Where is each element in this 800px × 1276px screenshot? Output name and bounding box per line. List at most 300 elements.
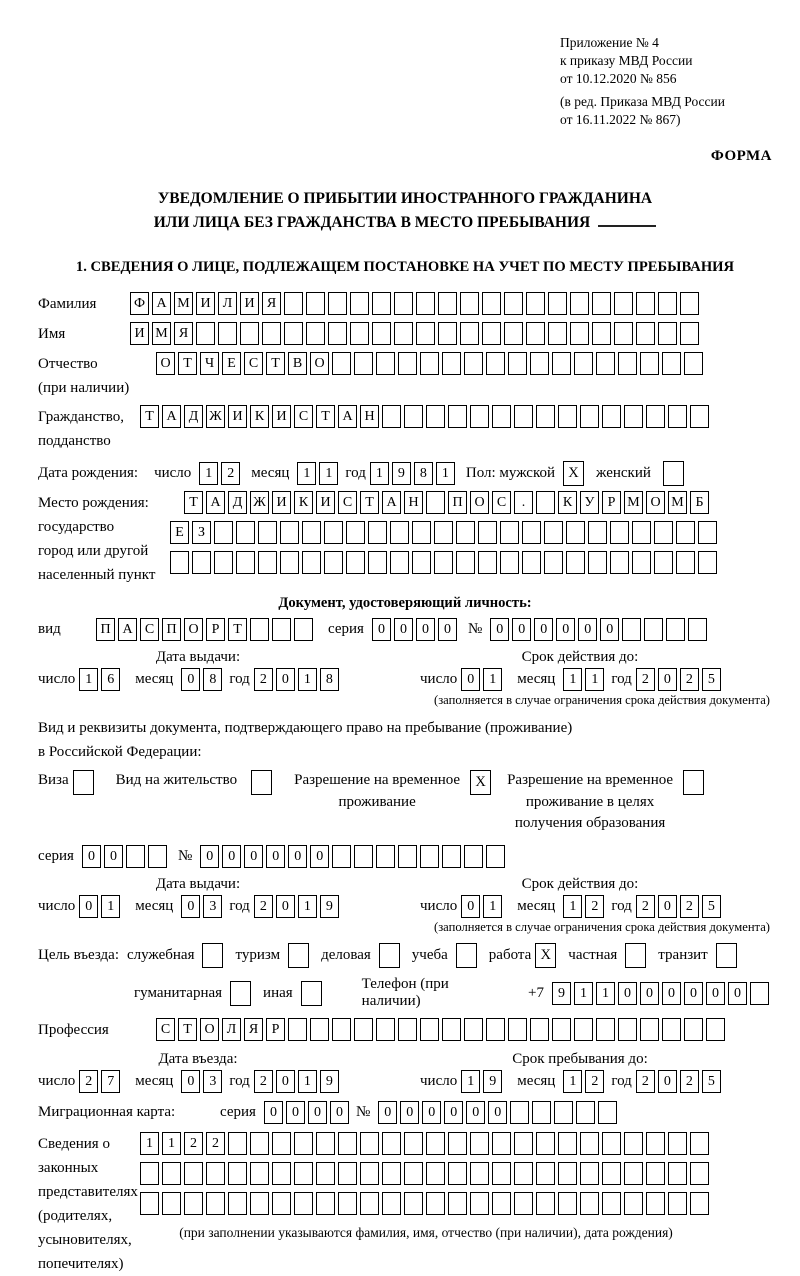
char-box[interactable]: 0	[308, 1101, 327, 1124]
char-box[interactable]	[548, 322, 567, 345]
stay-month-boxes[interactable]	[563, 1070, 607, 1093]
char-box[interactable]: 0	[104, 845, 123, 868]
work-checkbox[interactable]: X	[535, 943, 556, 968]
issue-month-boxes[interactable]	[181, 668, 225, 691]
char-box[interactable]	[486, 1018, 505, 1041]
residence-expiry-month-boxes[interactable]	[563, 895, 607, 918]
char-box[interactable]	[618, 1018, 637, 1041]
char-box[interactable]	[294, 1132, 313, 1155]
char-box[interactable]	[368, 521, 387, 544]
char-box[interactable]	[514, 1162, 533, 1185]
char-box[interactable]: Т	[178, 1018, 197, 1041]
char-box[interactable]	[140, 1192, 159, 1215]
char-box[interactable]	[478, 551, 497, 574]
char-box[interactable]: Т	[266, 352, 285, 375]
humanitarian-checkbox[interactable]	[230, 981, 251, 1006]
char-box[interactable]: 0	[79, 895, 98, 918]
char-box[interactable]	[426, 491, 445, 514]
char-box[interactable]: П	[96, 618, 115, 641]
char-box[interactable]: 0	[310, 845, 329, 868]
char-box[interactable]: Н	[404, 491, 423, 514]
char-box[interactable]: 2	[254, 895, 273, 918]
char-box[interactable]	[258, 521, 277, 544]
char-box[interactable]: 1	[461, 1070, 480, 1093]
doc-kind-boxes[interactable]	[96, 618, 316, 641]
char-box[interactable]	[570, 322, 589, 345]
char-box[interactable]	[668, 1162, 687, 1185]
birth-day-boxes[interactable]	[199, 462, 243, 485]
char-box[interactable]: С	[244, 352, 263, 375]
char-box[interactable]: Т	[140, 405, 159, 428]
migration-series-boxes[interactable]	[264, 1101, 352, 1124]
char-box[interactable]: 1	[483, 668, 502, 691]
char-box[interactable]	[354, 1018, 373, 1041]
char-box[interactable]	[338, 1162, 357, 1185]
char-box[interactable]: 0	[378, 1101, 397, 1124]
char-box[interactable]	[250, 618, 269, 641]
temporary-residence-checkbox[interactable]: X	[470, 770, 491, 795]
char-box[interactable]	[250, 1132, 269, 1155]
char-box[interactable]: Д	[184, 405, 203, 428]
char-box[interactable]	[346, 551, 365, 574]
char-box[interactable]: Л	[218, 292, 237, 315]
char-box[interactable]	[372, 322, 391, 345]
char-box[interactable]	[464, 1018, 483, 1041]
char-box[interactable]	[258, 551, 277, 574]
char-box[interactable]: 5	[702, 668, 721, 691]
char-box[interactable]: А	[338, 405, 357, 428]
char-box[interactable]	[532, 1101, 551, 1124]
char-box[interactable]	[460, 322, 479, 345]
char-box[interactable]	[284, 322, 303, 345]
representatives-row2-boxes[interactable]	[140, 1162, 712, 1185]
char-box[interactable]	[750, 982, 769, 1005]
char-box[interactable]	[624, 1192, 643, 1215]
char-box[interactable]: 3	[203, 895, 222, 918]
stay-day-boxes[interactable]	[461, 1070, 505, 1093]
char-box[interactable]: 0	[181, 895, 200, 918]
char-box[interactable]	[206, 1192, 225, 1215]
residence-issue-day-boxes[interactable]	[79, 895, 123, 918]
char-box[interactable]: 9	[552, 982, 571, 1005]
char-box[interactable]: 0	[658, 895, 677, 918]
birthplace-row3-boxes[interactable]	[170, 551, 720, 574]
char-box[interactable]: А	[382, 491, 401, 514]
entry-month-boxes[interactable]	[181, 1070, 225, 1093]
char-box[interactable]: Ж	[206, 405, 225, 428]
char-box[interactable]	[636, 292, 655, 315]
char-box[interactable]	[580, 405, 599, 428]
char-box[interactable]	[426, 405, 445, 428]
char-box[interactable]	[382, 1192, 401, 1215]
char-box[interactable]	[332, 352, 351, 375]
char-box[interactable]: 9	[320, 895, 339, 918]
char-box[interactable]	[558, 405, 577, 428]
char-box[interactable]	[530, 352, 549, 375]
char-box[interactable]: Я	[262, 292, 281, 315]
char-box[interactable]: 0	[266, 845, 285, 868]
char-box[interactable]: 0	[276, 895, 295, 918]
char-box[interactable]: В	[288, 352, 307, 375]
char-box[interactable]: 2	[636, 895, 655, 918]
char-box[interactable]	[536, 1192, 555, 1215]
char-box[interactable]: 8	[203, 668, 222, 691]
char-box[interactable]	[464, 845, 483, 868]
char-box[interactable]	[272, 618, 291, 641]
char-box[interactable]: 9	[392, 462, 411, 485]
char-box[interactable]	[434, 551, 453, 574]
char-box[interactable]	[684, 1018, 703, 1041]
char-box[interactable]	[302, 521, 321, 544]
char-box[interactable]	[306, 322, 325, 345]
char-box[interactable]	[566, 551, 585, 574]
char-box[interactable]: 1	[298, 668, 317, 691]
char-box[interactable]: 0	[658, 668, 677, 691]
char-box[interactable]: 0	[288, 845, 307, 868]
issue-year-boxes[interactable]	[254, 668, 342, 691]
char-box[interactable]	[624, 405, 643, 428]
char-box[interactable]: К	[558, 491, 577, 514]
char-box[interactable]	[394, 292, 413, 315]
char-box[interactable]	[404, 1162, 423, 1185]
char-box[interactable]	[596, 352, 615, 375]
char-box[interactable]	[610, 521, 629, 544]
char-box[interactable]: 0	[264, 1101, 283, 1124]
char-box[interactable]: 0	[244, 845, 263, 868]
char-box[interactable]: Д	[228, 491, 247, 514]
char-box[interactable]	[602, 1192, 621, 1215]
char-box[interactable]: 0	[461, 895, 480, 918]
char-box[interactable]	[552, 1018, 571, 1041]
char-box[interactable]	[576, 1101, 595, 1124]
char-box[interactable]	[526, 322, 545, 345]
char-box[interactable]: И	[316, 491, 335, 514]
char-box[interactable]: А	[206, 491, 225, 514]
char-box[interactable]	[382, 405, 401, 428]
char-box[interactable]	[420, 1018, 439, 1041]
char-box[interactable]: О	[200, 1018, 219, 1041]
char-box[interactable]	[438, 292, 457, 315]
expiry-month-boxes[interactable]	[563, 668, 607, 691]
char-box[interactable]: 0	[286, 1101, 305, 1124]
char-box[interactable]	[228, 1192, 247, 1215]
char-box[interactable]: 7	[101, 1070, 120, 1093]
char-box[interactable]	[316, 1162, 335, 1185]
char-box[interactable]	[294, 618, 313, 641]
char-box[interactable]	[610, 551, 629, 574]
char-box[interactable]	[602, 1132, 621, 1155]
char-box[interactable]	[690, 405, 709, 428]
char-box[interactable]	[500, 521, 519, 544]
char-box[interactable]: 1	[101, 895, 120, 918]
char-box[interactable]	[464, 352, 483, 375]
private-checkbox[interactable]	[625, 943, 646, 968]
char-box[interactable]	[376, 845, 395, 868]
char-box[interactable]	[332, 845, 351, 868]
char-box[interactable]: 0	[578, 618, 597, 641]
char-box[interactable]: М	[174, 292, 193, 315]
char-box[interactable]	[236, 521, 255, 544]
expiry-year-boxes[interactable]	[636, 668, 724, 691]
char-box[interactable]	[262, 322, 281, 345]
char-box[interactable]: 0	[490, 618, 509, 641]
char-box[interactable]: 0	[600, 618, 619, 641]
char-box[interactable]	[536, 491, 555, 514]
char-box[interactable]: 0	[488, 1101, 507, 1124]
char-box[interactable]	[544, 521, 563, 544]
char-box[interactable]	[558, 1132, 577, 1155]
char-box[interactable]: 1	[162, 1132, 181, 1155]
char-box[interactable]: 2	[585, 1070, 604, 1093]
char-box[interactable]	[646, 1132, 665, 1155]
char-box[interactable]: 0	[416, 618, 435, 641]
char-box[interactable]: 2	[254, 1070, 273, 1093]
char-box[interactable]	[492, 1192, 511, 1215]
char-box[interactable]: 0	[728, 982, 747, 1005]
char-box[interactable]	[478, 521, 497, 544]
char-box[interactable]: 0	[276, 668, 295, 691]
char-box[interactable]	[302, 551, 321, 574]
char-box[interactable]: Е	[222, 352, 241, 375]
char-box[interactable]	[294, 1162, 313, 1185]
char-box[interactable]	[332, 1018, 351, 1041]
char-box[interactable]: О	[156, 352, 175, 375]
char-box[interactable]	[196, 322, 215, 345]
char-box[interactable]: 0	[200, 845, 219, 868]
char-box[interactable]: 0	[662, 982, 681, 1005]
char-box[interactable]: О	[646, 491, 665, 514]
char-box[interactable]	[350, 292, 369, 315]
char-box[interactable]	[236, 551, 255, 574]
char-box[interactable]	[658, 292, 677, 315]
char-box[interactable]: 1	[298, 1070, 317, 1093]
char-box[interactable]: Я	[174, 322, 193, 345]
char-box[interactable]: Р	[602, 491, 621, 514]
char-box[interactable]	[394, 322, 413, 345]
char-box[interactable]: 1	[370, 462, 389, 485]
char-box[interactable]: 1	[574, 982, 593, 1005]
char-box[interactable]	[624, 1162, 643, 1185]
char-box[interactable]: С	[140, 618, 159, 641]
char-box[interactable]	[580, 1192, 599, 1215]
char-box[interactable]	[662, 352, 681, 375]
char-box[interactable]	[508, 1018, 527, 1041]
char-box[interactable]	[592, 292, 611, 315]
char-box[interactable]: .	[514, 491, 533, 514]
char-box[interactable]	[646, 1192, 665, 1215]
char-box[interactable]	[126, 845, 145, 868]
char-box[interactable]: 1	[596, 982, 615, 1005]
char-box[interactable]	[324, 521, 343, 544]
char-box[interactable]: У	[580, 491, 599, 514]
char-box[interactable]	[588, 521, 607, 544]
char-box[interactable]	[526, 292, 545, 315]
char-box[interactable]	[240, 322, 259, 345]
char-box[interactable]	[614, 292, 633, 315]
char-box[interactable]: М	[668, 491, 687, 514]
visa-checkbox[interactable]	[73, 770, 94, 795]
char-box[interactable]: 9	[320, 1070, 339, 1093]
char-box[interactable]: 2	[221, 462, 240, 485]
char-box[interactable]	[404, 405, 423, 428]
char-box[interactable]	[668, 1132, 687, 1155]
char-box[interactable]	[346, 521, 365, 544]
char-box[interactable]	[536, 405, 555, 428]
birth-month-boxes[interactable]	[297, 462, 341, 485]
char-box[interactable]: 2	[680, 895, 699, 918]
char-box[interactable]: 6	[101, 668, 120, 691]
char-box[interactable]: 2	[254, 668, 273, 691]
char-box[interactable]	[140, 1162, 159, 1185]
char-box[interactable]: 2	[206, 1132, 225, 1155]
char-box[interactable]	[640, 352, 659, 375]
char-box[interactable]: Ф	[130, 292, 149, 315]
char-box[interactable]	[636, 322, 655, 345]
char-box[interactable]: 2	[585, 895, 604, 918]
char-box[interactable]: 0	[444, 1101, 463, 1124]
char-box[interactable]: Р	[266, 1018, 285, 1041]
char-box[interactable]: Ч	[200, 352, 219, 375]
char-box[interactable]	[688, 618, 707, 641]
char-box[interactable]: И	[130, 322, 149, 345]
char-box[interactable]: 0	[556, 618, 575, 641]
char-box[interactable]: 1	[199, 462, 218, 485]
char-box[interactable]: 1	[563, 668, 582, 691]
char-box[interactable]: С	[492, 491, 511, 514]
char-box[interactable]	[214, 551, 233, 574]
char-box[interactable]	[420, 845, 439, 868]
char-box[interactable]: Т	[228, 618, 247, 641]
char-box[interactable]: З	[192, 521, 211, 544]
char-box[interactable]: 2	[184, 1132, 203, 1155]
char-box[interactable]: А	[118, 618, 137, 641]
surname-boxes[interactable]	[130, 292, 702, 315]
char-box[interactable]: Е	[170, 521, 189, 544]
char-box[interactable]: 0	[222, 845, 241, 868]
female-checkbox[interactable]	[663, 461, 684, 486]
char-box[interactable]	[416, 322, 435, 345]
char-box[interactable]	[228, 1162, 247, 1185]
char-box[interactable]: 2	[680, 1070, 699, 1093]
char-box[interactable]: Т	[360, 491, 379, 514]
char-box[interactable]	[470, 405, 489, 428]
char-box[interactable]	[442, 845, 461, 868]
char-box[interactable]: 2	[636, 668, 655, 691]
char-box[interactable]: 0	[372, 618, 391, 641]
patronymic-boxes[interactable]	[156, 352, 706, 375]
profession-boxes[interactable]	[156, 1018, 728, 1041]
char-box[interactable]	[598, 1101, 617, 1124]
char-box[interactable]: 8	[414, 462, 433, 485]
char-box[interactable]	[514, 405, 533, 428]
char-box[interactable]	[420, 352, 439, 375]
char-box[interactable]	[438, 322, 457, 345]
char-box[interactable]	[676, 521, 695, 544]
char-box[interactable]: С	[294, 405, 313, 428]
char-box[interactable]: С	[156, 1018, 175, 1041]
char-box[interactable]: 1	[297, 462, 316, 485]
char-box[interactable]: 0	[82, 845, 101, 868]
char-box[interactable]: 0	[330, 1101, 349, 1124]
char-box[interactable]: Т	[316, 405, 335, 428]
char-box[interactable]	[426, 1162, 445, 1185]
char-box[interactable]: К	[294, 491, 313, 514]
char-box[interactable]: 1	[483, 895, 502, 918]
char-box[interactable]	[676, 551, 695, 574]
char-box[interactable]: М	[152, 322, 171, 345]
char-box[interactable]: 1	[319, 462, 338, 485]
stay-year-boxes[interactable]	[636, 1070, 724, 1093]
char-box[interactable]	[460, 292, 479, 315]
char-box[interactable]	[382, 1132, 401, 1155]
char-box[interactable]	[280, 551, 299, 574]
business-checkbox[interactable]	[379, 943, 400, 968]
char-box[interactable]	[360, 1132, 379, 1155]
char-box[interactable]	[398, 1018, 417, 1041]
char-box[interactable]	[470, 1192, 489, 1215]
char-box[interactable]	[492, 1162, 511, 1185]
char-box[interactable]	[640, 1018, 659, 1041]
char-box[interactable]	[486, 845, 505, 868]
birth-year-boxes[interactable]	[370, 462, 458, 485]
char-box[interactable]	[162, 1192, 181, 1215]
char-box[interactable]	[354, 845, 373, 868]
char-box[interactable]: 9	[483, 1070, 502, 1093]
transit-checkbox[interactable]	[716, 943, 737, 968]
char-box[interactable]	[376, 352, 395, 375]
char-box[interactable]	[398, 845, 417, 868]
char-box[interactable]	[316, 1192, 335, 1215]
char-box[interactable]	[536, 1162, 555, 1185]
residence-expiry-year-boxes[interactable]	[636, 895, 724, 918]
char-box[interactable]	[548, 292, 567, 315]
char-box[interactable]: 8	[320, 668, 339, 691]
char-box[interactable]: Р	[206, 618, 225, 641]
char-box[interactable]	[288, 1018, 307, 1041]
char-box[interactable]: 0	[534, 618, 553, 641]
char-box[interactable]: 0	[181, 1070, 200, 1093]
char-box[interactable]	[680, 322, 699, 345]
char-box[interactable]: 3	[203, 1070, 222, 1093]
char-box[interactable]	[684, 352, 703, 375]
char-box[interactable]	[434, 521, 453, 544]
char-box[interactable]	[566, 521, 585, 544]
char-box[interactable]	[338, 1192, 357, 1215]
char-box[interactable]: А	[152, 292, 171, 315]
representatives-row1-boxes[interactable]	[140, 1132, 712, 1155]
representatives-row3-boxes[interactable]	[140, 1192, 712, 1215]
char-box[interactable]	[668, 1192, 687, 1215]
char-box[interactable]: Л	[222, 1018, 241, 1041]
char-box[interactable]: 0	[640, 982, 659, 1005]
char-box[interactable]	[698, 551, 717, 574]
char-box[interactable]: С	[338, 491, 357, 514]
char-box[interactable]: А	[162, 405, 181, 428]
char-box[interactable]: Т	[184, 491, 203, 514]
char-box[interactable]: 1	[79, 668, 98, 691]
char-box[interactable]	[310, 1018, 329, 1041]
char-box[interactable]	[574, 352, 593, 375]
char-box[interactable]	[426, 1192, 445, 1215]
char-box[interactable]	[192, 551, 211, 574]
residence-expiry-day-boxes[interactable]	[461, 895, 505, 918]
char-box[interactable]: О	[184, 618, 203, 641]
char-box[interactable]	[536, 1132, 555, 1155]
char-box[interactable]	[280, 521, 299, 544]
char-box[interactable]	[250, 1162, 269, 1185]
char-box[interactable]	[522, 521, 541, 544]
char-box[interactable]: 1	[140, 1132, 159, 1155]
